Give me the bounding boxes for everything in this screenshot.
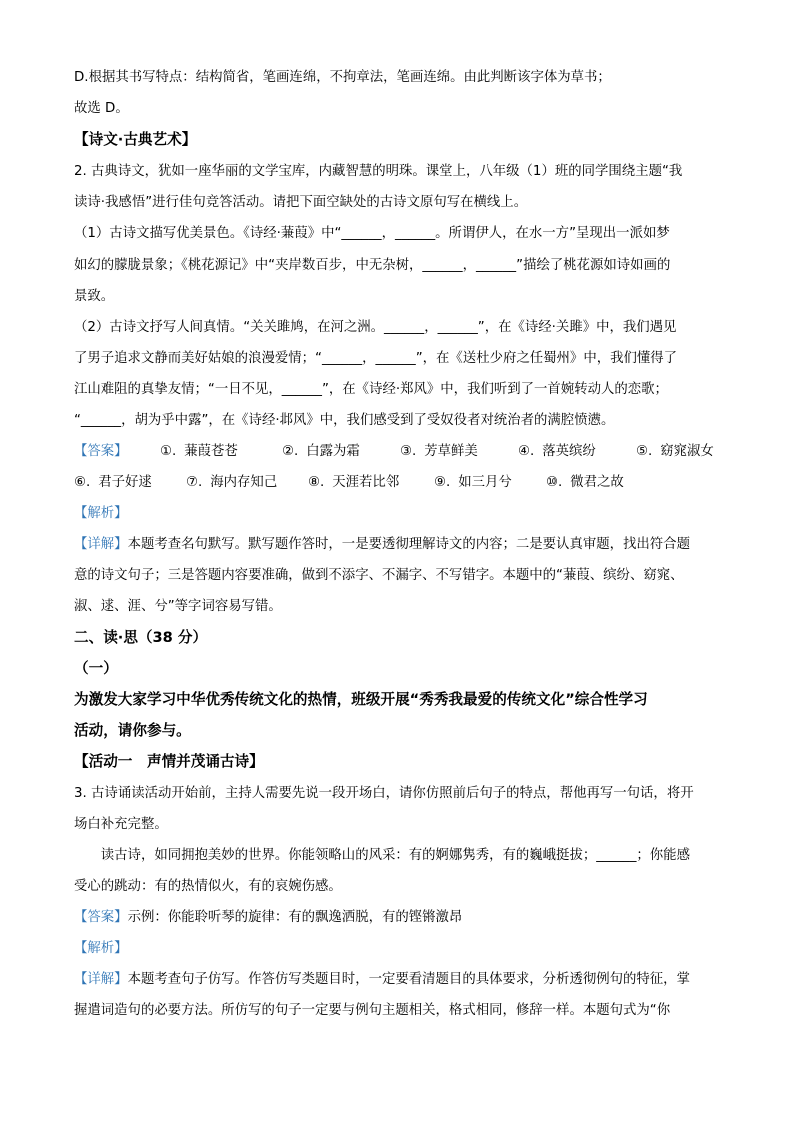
answer-label: 【答案】	[74, 444, 128, 459]
question-text: 读古诗，如同拥抱美妙的世界。你能领略山的风采：有的婀娜隽秀，有的巍峨挺拔；______；你能感	[74, 848, 690, 863]
answer-item: ⑩. 微君之故	[546, 475, 624, 490]
explanation-label: 【详解】	[74, 972, 128, 987]
answer-text: 【答案】示例：你能聆听琴的旋律：有的飘逸洒脱，有的铿锵激昂	[74, 910, 463, 925]
answer-item: ⑥. 君子好逑	[74, 475, 152, 490]
analysis-label: 【解析】	[74, 941, 128, 956]
question-text: 受心的跳动：有的热情似火，有的哀婉伤感。	[74, 879, 342, 894]
answer-item: ⑨. 如三月兮	[434, 475, 512, 490]
question-text: 江山难阻的真挚友情；“一日不见，______”，在《诗经·郑风》中，我们听到了一首婉转动人的恋歌；	[74, 382, 668, 397]
question-text: 景致。	[74, 289, 115, 304]
question-text: 2. 古典诗文，犹如一座华丽的文学宝库，内藏智慧的明珠。课堂上，八年级（1）班的同学围绕主题“我	[74, 164, 683, 179]
explanation-text: 【详解】本题考查句子仿写。作答仿写类题目时，一定要看清题目的具体要求，分析透彻例句的特征，掌	[74, 972, 690, 987]
activity-heading: 【活动一 声情并茂诵古诗】	[74, 753, 264, 770]
explanation-text: 意的诗文句子；三是答题内容要准确，做到不添字、不漏字、不写错字。本题中的“蒹葭、缤纷、窈窕、	[74, 568, 684, 583]
section-heading: 【诗文·古典艺术】	[74, 131, 197, 148]
sub-heading: （一）	[74, 660, 118, 677]
question-text: “______，胡为乎中露”，在《诗经·邶风》中，我们感受到了受奴役者对统治者的满腔愤懑。	[74, 413, 615, 428]
question-text: （2）古诗文抒写人间真情。“关关雎鸠，在河之洲。______，______”，在《诗经·关雎》中，我们遇见	[74, 320, 677, 335]
explanation-label: 【详解】	[74, 537, 128, 552]
instruction-text: 活动，请你参与。	[74, 722, 191, 739]
analysis-label: 【解析】	[74, 506, 128, 521]
question-text: 如幻的朦胧景象；《桃花源记》中“夹岸数百步，中无杂树，______，______”描绘了桃花源如诗如画的	[74, 258, 671, 273]
text-line: D.根据其书写特点：结构简省，笔画连绵，不拘章法，笔画连绵。由此判断该字体为草书；	[74, 70, 611, 85]
answer-item: ⑧. 天涯若比邻	[308, 475, 400, 490]
answer-item: ⑦. 海内存知己	[186, 475, 278, 490]
answer-item: ③. 芳草鲜美	[400, 444, 478, 459]
text-line: 故选 D。	[74, 101, 129, 116]
answer-item: ④. 落英缤纷	[518, 444, 596, 459]
answer-label: 【答案】	[74, 910, 128, 925]
question-text: 了男子追求文静而美好姑娘的浪漫爱情；“______，______”，在《送杜少府之任蜀州》中，我们懂得了	[74, 351, 678, 366]
explanation-text: 【详解】本题考查名句默写。默写题作答时，一是要透彻理解诗文的内容；二是要认真审题，找出符合题	[74, 537, 690, 552]
explanation-text: 握遣词造句的必要方法。所仿写的句子一定要与例句主题相关，格式相同，修辞一样。本题句式为“你	[74, 1003, 671, 1018]
answer-item: ②. 白露为霜	[282, 444, 360, 459]
section-heading: 二、读·思（38 分）	[74, 629, 208, 646]
answer-item: ⑤. 窈窕淑女	[636, 444, 714, 459]
question-text: 3. 古诗诵读活动开始前，主持人需要先说一段开场白，请你仿照前后句子的特点，帮他再写一句话，将开	[74, 786, 694, 801]
question-text: 读诗·我感悟”进行佳句竞答活动。请把下面空缺处的古诗文原句写在横线上。	[74, 195, 528, 210]
question-text: 场白补充完整。	[74, 817, 168, 832]
instruction-text: 为激发大家学习中华优秀传统文化的热情，班级开展“秀秀我最爱的传统文化”综合性学习	[74, 691, 648, 708]
explanation-text: 淑、逑、涯、兮”等字词容易写错。	[74, 599, 282, 614]
answer-item: ①. 蒹葭苍苍	[160, 444, 238, 459]
question-text: （1）古诗文描写优美景色。《诗经·蒹葭》中“______，______。所谓伊人，在水一方”呈现出一派如梦	[74, 226, 670, 241]
